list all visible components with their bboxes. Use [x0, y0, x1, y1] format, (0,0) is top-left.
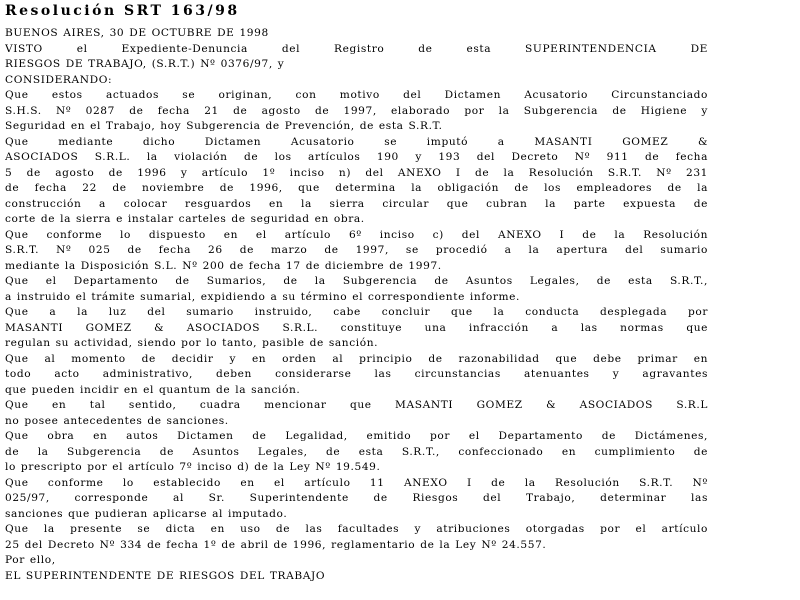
- text-line: Que a la luz del sumario instruido, cabe concluir que la conducta desplegada por: [5, 306, 708, 318]
- text-line: RIESGOS DE TRABAJO, (S.R.T.) Nº 0376/97, y: [5, 58, 285, 70]
- text-line: Que obra en autos Dictamen de Legalidad, emitido por el Departamento de Dictámenes,: [5, 430, 708, 442]
- text-line: Que la presente se dicta en uso de las facultades y atribuciones otorgadas por el artículo: [5, 523, 708, 535]
- text-line: S.R.T. Nº 025 de fecha 26 de marzo de 1997, se procedió a la apertura del sumario: [5, 244, 708, 256]
- text-line: Que conforme lo establecido en el artículo 11 ANEXO I de la Resolución S.R.T. Nº: [5, 476, 708, 489]
- text-line: regulan su actividad, siendo por lo tanto, pasible de sanción.: [5, 337, 379, 349]
- text-line: Que al momento de decidir y en orden al principio de razonabilidad que debe primar en: [5, 352, 708, 365]
- text-line: S.H.S. Nº 0287 de fecha 21 de agosto de 1997, elaborado por la Subgerencia de Higiene y: [5, 104, 708, 117]
- document-body: [5, 26, 708, 584]
- text-line: Que conforme lo dispuesto en el artículo 6º inciso c) del ANEXO I de la Resolución: [5, 228, 708, 241]
- text-line: 25 del Decreto Nº 334 de fecha 1º de abril de 1996, reglamentario de la Ley Nº 24.557.: [5, 538, 547, 551]
- text-line: MASANTI GOMEZ & ASOCIADOS S.R.L. constituye una infracción a las normas que: [5, 321, 708, 334]
- text-line: de fecha 22 de noviembre de 1996, que determina la obligación de los empleadores de la: [5, 182, 708, 194]
- text-line: Que el Departamento de Sumarios, de la Subgerencia de Asuntos Legales, de esta S.R.T.,: [5, 275, 708, 287]
- text-line: 5 de agosto de 1996 y artículo 1º inciso n) del ANEXO I de la Resolución S.R.T. Nº 231: [5, 166, 708, 179]
- text-line: mediante la Disposición S.L. Nº 200 de fecha 17 de diciembre de 1997.: [5, 259, 442, 272]
- text-line: a instruido el trámite sumarial, expidiendo a su término el correspondiente informe.: [5, 290, 520, 303]
- text-line: Que estos actuados se originan, con motivo del Dictamen Acusatorio Circunstanciado: [5, 89, 708, 101]
- text-line: ASOCIADOS S.R.L. la violación de los artículos 190 y 193 del Decreto Nº 911 de fecha: [5, 151, 708, 163]
- document-title: Resolución SRT 163/98: [5, 3, 240, 19]
- text-line: todo acto administrativo, deben considerarse las circunstancias atenuantes y agravantes: [5, 368, 708, 380]
- text-line: no posee antecedentes de sanciones.: [5, 414, 229, 427]
- text-line: Seguridad en el Trabajo, hoy Subgerencia de Prevención, de esta S.R.T.: [5, 120, 443, 132]
- text-line: corte de la sierra e instalar carteles de seguridad en obra.: [5, 213, 365, 225]
- text-line: Que en tal sentido, cuadra mencionar que MASANTI GOMEZ & ASOCIADOS S.R.L: [5, 399, 708, 411]
- text-line: BUENOS AIRES, 30 DE OCTUBRE DE 1998: [5, 27, 269, 39]
- text-line: de la Subgerencia de Asuntos Legales, de esta S.R.T., confeccionado en cumplimiento de: [5, 445, 708, 458]
- document-page: [5, 0, 708, 584]
- text-line: Que mediante dicho Dictamen Acusatorio se imputó a MASANTI GOMEZ &: [5, 135, 708, 148]
- text-line: VISTO el Expediente-Denuncia del Registro de esta SUPERINTENDENCIA DE: [5, 42, 708, 55]
- text-line: EL SUPERINTENDENTE DE RIESGOS DEL TRABAJO: [5, 569, 326, 582]
- text-line: lo prescripto por el artículo 7º inciso d) de la Ley Nº 19.549.: [5, 461, 381, 473]
- text-line: que pueden incidir en el quantum de la sanción.: [5, 383, 301, 396]
- text-line: CONSIDERANDO:: [5, 73, 113, 86]
- text-line: 025/97, corresponde al Sr. Superintendente de Riesgos del Trabajo, determinar las: [5, 492, 708, 504]
- text-line: construcción a colocar resguardos en la sierra circular que cubran la parte expuesta de: [5, 197, 708, 210]
- text-line: Por ello,: [5, 554, 56, 566]
- text-line: sanciones que pudieran aplicarse al imputado.: [5, 507, 288, 520]
